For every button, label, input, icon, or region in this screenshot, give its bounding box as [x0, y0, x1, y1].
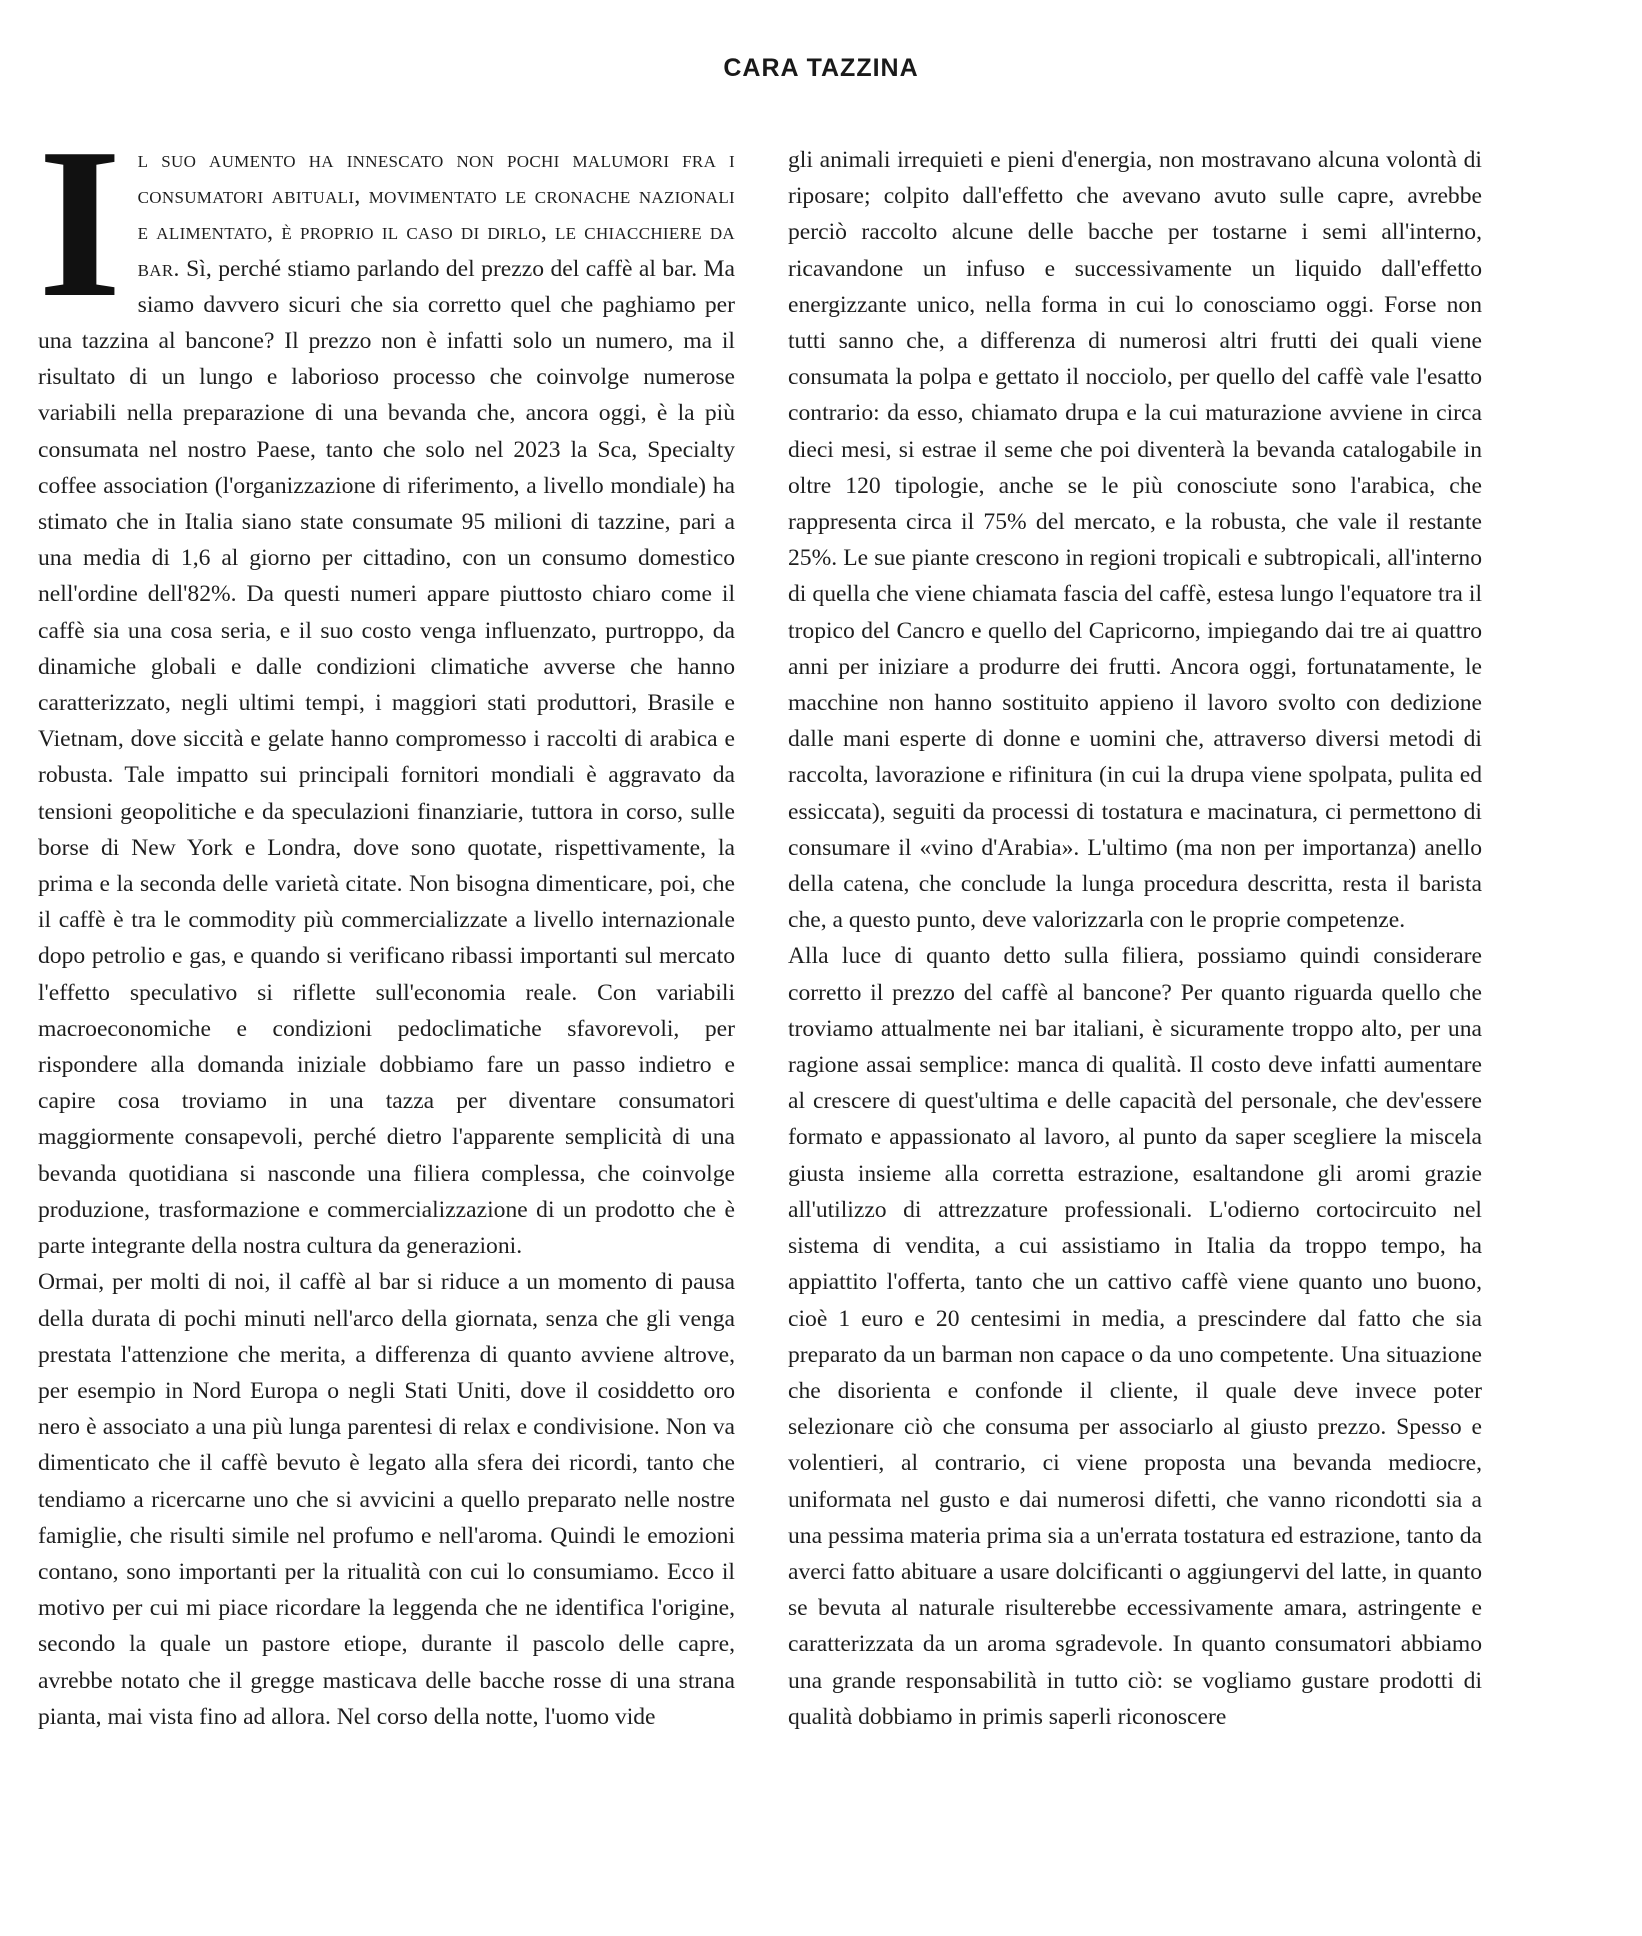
article-paragraph-3: Alla luce di quanto detto sulla filiera, possiamo quindi considerare corretto il prezzo del caffè al bancone? Per quanto riguarda quello che troviamo attualmente nei bar italiani, è sicuramente troppo alto, per una ragione assai semplice: manca di qualità. Il costo deve infatti aumentare al crescere di quest'ultima e delle capacità del personale, che dev'essere formato e appassionato al lavoro, al punto da saper scegliere la miscela giusta insieme alla corretta estrazione, esaltandone gli aromi grazie all'utilizzo di attrezzature professionali. L'odierno cortocircuito nel sistema di vendita, a cui assistiamo in Italia da troppo tempo, ha appiattito l'offerta, tanto che un cattivo caffè viene quanto uno buono, cioè 1 euro e 20 centesimi in media, a prescindere dal fatto che sia preparato da un barman non capace o da uno competente. Una situazione che disorienta e confonde il cliente, il quale deve invece poter selezionare ciò che consuma per associarlo al giusto prezzo. Spesso e volentieri, al contrario, ci viene proposta una bevanda mediocre, uniformata nel gusto e dai numerosi difetti, che vanno ricondotti sia a una pessima materia prima sia a un'errata tostatura ed estrazione, tanto da averci fatto abituare a usare dolcificanti o aggiungervi del latte, in quanto se bevuta al naturale risulterebbe eccessivamente amara, astringente e caratterizzata da un aroma sgradevole. In quanto consumatori abbiamo una grande responsabilità in tutto ciò: se vogliamo gustare prodotti di qualità dobbiamo in primis saperli riconoscere: [788, 943, 1482, 1730]
lead-smallcaps: l suo aumento ha innescato non pochi malumori fra i consumatori abituali, movimentato le cronache nazionali e alimentato, è proprio il caso di dirlo, le chiacchiere da bar.: [137, 147, 735, 282]
article-column-left: [38, 103, 735, 1735]
article-column-right: [788, 142, 1482, 1735]
page-title: CARA TAZZINA: [723, 54, 919, 82]
paragraph-1-body: Sì, perché stiamo parlando del prezzo del caffè al bar. Ma siamo davvero sicuri che sia corretto quel che paghiamo per una tazzina al bancone? Il prezzo non è infatti solo un numero, ma il risultato di un lungo e laborioso processo che coinvolge numerose variabili nella preparazione di una bevanda che, ancora oggi, è la più consumata nel nostro Paese, tanto che solo nel 2023 la Sca, Specialty coffee association (l'organizzazione di riferimento, a livello mondiale) ha stimato che in Italia siano state consumate 95 milioni di tazzine, pari a una media di 1,6 al giorno per cittadino, con un consumo domestico nell'ordine dell'82%. Da questi numeri appare piuttosto chiaro come il caffè sia una cosa seria, e il suo costo venga influenzato, purtroppo, da dinamiche globali e dalle condizioni climatiche avverse che hanno caratterizzato, negli ultimi tempi, i maggiori stati produttori, Brasile e Vietnam, dove siccità e gelate hanno compromesso i raccolti di arabica e robusta. Tale impatto sui principali fornitori mondiali è aggravato da tensioni geopolitiche e da speculazioni finanziarie, tuttora in corso, sulle borse di New York e Londra, dove sono quotate, rispettivamente, la prima e la seconda delle varietà citate. Non bisogna dimenticare, poi, che il caffè è tra le commodity più commercializzate a livello internazionale dopo petrolio e gas, e quando si verificano ribassi importanti sul mercato l'effetto speculativo si riflette sull'economia reale. Con variabili macroeconomiche e condizioni pedoclimatiche sfavorevoli, per rispondere alla domanda iniziale dobbiamo fare un passo indietro e capire cosa troviamo in una tazza per diventare consumatori maggiormente consapevoli, perché dietro l'apparente semplicità di una bevanda quotidiana si nasconde una filiera complessa, che coinvolge produzione, trasformazione e commercializzazione di un prodotto che è parte integrante della nostra cultura da generazioni.: [38, 255, 735, 1260]
article-paragraph-2-continued: gli animali irrequieti e pieni d'energia, non mostravano alcuna volontà di riposare; colpito dall'effetto che avevano avuto sulle capre, avrebbe perciò raccolto alcune delle bacche per tostarne i semi all'interno, ricavandone un infuso e successivamente un liquido dall'effetto energizzante unico, nella forma in cui lo conosciamo oggi. Forse non tutti sanno che, a differenza di numerosi altri frutti dei quali viene consumata la polpa e gettato il nocciolo, per quello del caffè vale l'esatto contrario: da esso, chiamato drupa e la cui maturazione avviene in circa dieci mesi, si estrae il seme che poi diventerà la bevanda catalogabile in oltre 120 tipologie, anche se le più conosciute sono l'arabica, che rappresenta circa il 75% del mercato, e la robusta, che vale il restante 25%. Le sue piante crescono in regioni tropicali e subtropicali, all'interno di quella che viene chiamata fascia del caffè, estesa lungo l'equatore tra il tropico del Cancro e quello del Capricorno, impiegando dai tre ai quattro anni per iniziare a produrre dei frutti. Ancora oggi, fortunatamente, le macchine non hanno sostituito appieno il lavoro svolto con dedizione dalle mani esperte di donne e uomini che, attraverso diversi metodi di raccolta, lavorazione e rifinitura (in cui la drupa viene spolpata, pulita ed essiccata), seguiti da processi di tostatura e macinatura, ci permettono di consumare il «vino d'Arabia». L'ultimo (ma non per importanza) anello della catena, che conclude la lunga procedura descritta, resta il barista che, a questo punto, deve valorizzarla con le proprie competenze.: [788, 147, 1482, 934]
article-paragraph-2: Ormai, per molti di noi, il caffè al bar si riduce a un momento di pausa della durata di pochi minuti nell'arco della giornata, senza che gli venga prestata l'attenzione che merita, a differenza di quanto avviene altrove, per esempio in Nord Europa o negli Stati Uniti, dove il cosiddetto oro nero è associato a una più lunga parentesi di relax e condivisione. Non va dimenticato che il caffè bevuto è legato alla sfera dei ricordi, tanto che tendiamo a ricercarne uno che si avvicini a quello preparato nelle nostre famiglie, che risulti simile nel profumo e nell'aroma. Quindi le emozioni contano, sono importanti per la ritualità con cui lo consumiamo. Ecco il motivo per cui mi piace ricordare la leggenda che ne identifica l'origine, secondo la quale un pastore etiope, durante il pascolo delle capre, avrebbe notato che il gregge masticava delle bacche rosse di una strana pianta, mai vista fino ad allora. Nel corso della notte, l'uomo vide: [38, 1269, 735, 1730]
drop-cap: I: [38, 103, 122, 342]
article-paragraph-1: [38, 103, 735, 1264]
